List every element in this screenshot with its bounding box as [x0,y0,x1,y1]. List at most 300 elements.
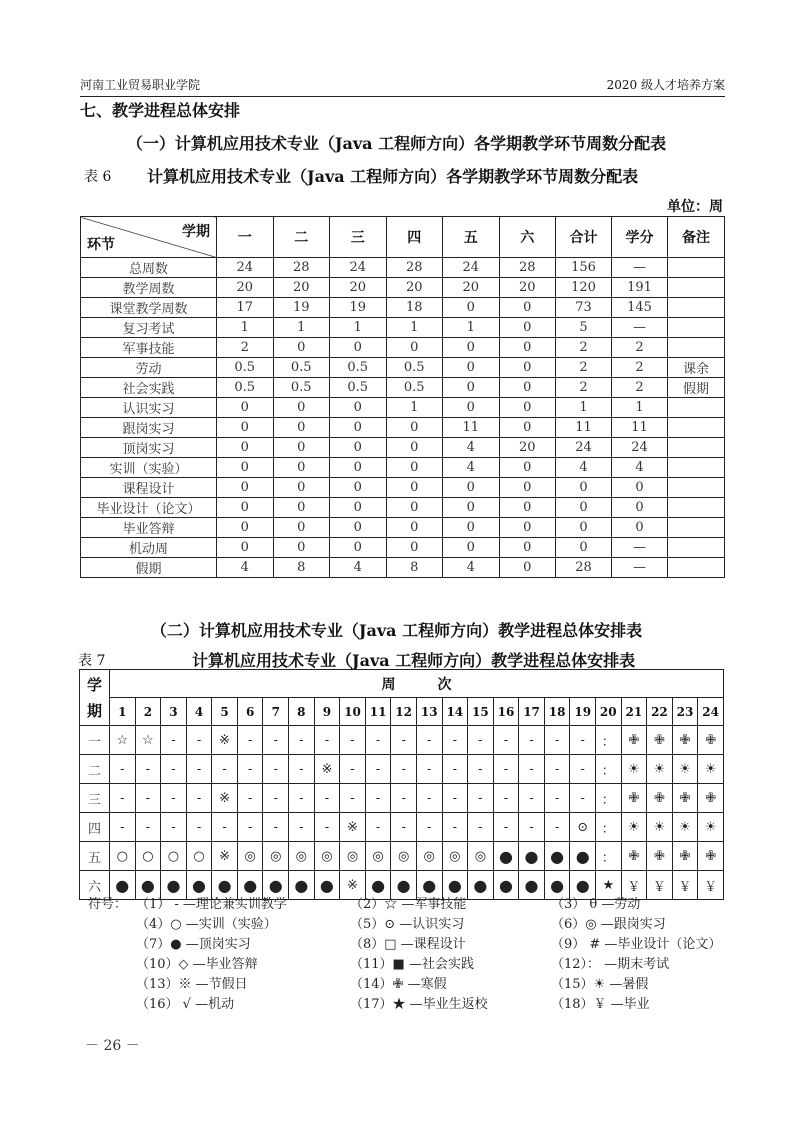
table-cell: 0 [556,498,612,518]
legend-label [88,913,136,933]
schedule-cell: - [212,813,238,842]
table-cell: 8 [273,558,330,578]
schedule-cell: - [263,784,289,813]
teaching-schedule-table [79,669,724,900]
schedule-row [80,784,724,813]
table-cell: 0 [386,498,443,518]
table-cell: 19 [330,298,387,318]
table-cell: 0 [330,498,387,518]
legend-item: （12）： —期末考试 [551,957,670,972]
week-number: 6 [237,698,263,726]
schedule-cell: - [110,755,136,784]
schedule-cell: - [365,784,391,813]
schedule-cell: ● [110,871,136,900]
schedule-cell: ： [595,842,621,871]
schedule-cell: ※ [314,755,340,784]
table-cell: 0 [386,458,443,478]
schedule-cell: - [468,813,494,842]
table-cell: 0 [499,538,556,558]
table-cell [668,418,725,438]
table-cell [668,398,725,418]
table-cell [668,478,725,498]
schedule-cell: ● [570,842,596,871]
table-cell: 0 [330,438,387,458]
table-cell: 0 [443,498,500,518]
table-cell: 4 [612,458,668,478]
table-cell: 28 [386,258,443,278]
schedule-cell: ● [186,871,212,900]
schedule-cell: ☀ [621,755,647,784]
schedule-cell: ※ [212,842,238,871]
subsection-title-1: （一）计算机应用技术专业（Java 工程师方向）各学期教学环节周数分配表 [126,134,667,153]
table-cell: 20 [443,278,500,298]
table7-label: 表 7 [78,653,106,669]
table-cell: 0.5 [273,378,330,398]
schedule-cell: - [468,726,494,755]
schedule-cell: - [365,726,391,755]
schedule-cell: ☆ [110,726,136,755]
table-cell: — [612,258,668,278]
table-cell: 0 [556,478,612,498]
schedule-cell: - [110,813,136,842]
schedule-cell: ☀ [621,813,647,842]
schedule-cell: ● [544,871,570,900]
legend-item: （7）● —顶岗实习 [136,937,251,952]
table-cell: 0 [330,458,387,478]
table-cell [668,278,725,298]
table-cell [668,258,725,278]
schedule-cell: ※ [340,871,366,900]
table-cell: 20 [217,278,274,298]
schedule-cell: - [161,813,187,842]
legend-item: （18）￥ —毕业 [551,997,650,1012]
table-cell: 0 [499,558,556,578]
schedule-cell: - [314,784,340,813]
table-cell: 0.5 [386,378,443,398]
row-label: 社会实践 [81,378,217,398]
page-number: － 26 － [85,1038,140,1054]
schedule-cell: ● [365,871,391,900]
symbol-legend [88,893,721,1013]
schedule-cell: ◎ [391,842,417,871]
table-cell: 0 [556,518,612,538]
table6-unit: 单位：周 [667,199,723,215]
schedule-cell: ￥ [621,871,647,900]
week-number: 15 [468,698,494,726]
schedule-cell: ✙ [672,726,698,755]
week-number: 17 [519,698,545,726]
legend-row [88,893,721,913]
table-cell: 1 [217,318,274,338]
schedule-cell: - [186,755,212,784]
subsection-title-2: （二）计算机应用技术专业（Java 工程师方向）教学进程总体安排表 [150,621,643,640]
table-cell: 0 [499,378,556,398]
table-cell: 28 [273,258,330,278]
week-number: 18 [544,698,570,726]
table-cell [668,538,725,558]
table-cell: 24 [330,258,387,278]
schedule-cell: - [161,755,187,784]
table-cell: 1 [273,318,330,338]
table-cell: 0 [273,458,330,478]
schedule-cell: - [416,726,442,755]
week-distribution-table [80,216,725,578]
table-cell: 0 [273,498,330,518]
schedule-cell: ◎ [314,842,340,871]
table-row [81,278,725,298]
legend-label [88,933,136,953]
row-label: 毕业答辩 [81,518,217,538]
column-header: 四 [386,217,443,258]
row-label: 认识实习 [81,398,217,418]
week-number: 8 [289,698,315,726]
schedule-cell: - [416,813,442,842]
schedule-cell: - [493,726,519,755]
week-number: 4 [186,698,212,726]
row-label: 复习考试 [81,318,217,338]
table-cell: 0 [612,478,668,498]
schedule-cell: ◎ [289,842,315,871]
table-row [81,258,725,278]
schedule-row [80,813,724,842]
table-row [81,498,725,518]
week-header: 周 次 [110,670,724,698]
legend-label [88,993,136,1013]
schedule-cell: ● [442,871,468,900]
row-label: 机动周 [81,538,217,558]
row-label: 军事技能 [81,338,217,358]
table-cell: 0 [499,418,556,438]
table-row [81,418,725,438]
table-cell: 0 [386,478,443,498]
table-cell: 1 [556,398,612,418]
page-header [80,76,725,97]
table-cell: 0 [330,478,387,498]
corner-bottom: 期 [86,701,102,720]
table-cell: 20 [273,278,330,298]
schedule-cell: ☆ [135,726,161,755]
table-cell: 2 [612,338,668,358]
schedule-cell: ✙ [621,842,647,871]
schedule-cell: - [237,755,263,784]
table-cell: 1 [386,318,443,338]
legend-item: （2）☆ —军事技能 [350,897,467,912]
table-cell: 0 [612,498,668,518]
table-cell: 2 [612,378,668,398]
schedule-cell: - [519,813,545,842]
schedule-cell: ✙ [647,842,673,871]
schedule-row [80,726,724,755]
table-cell: 0 [330,418,387,438]
week-number: 19 [570,698,596,726]
week-number: 11 [365,698,391,726]
table-row [81,398,725,418]
table-cell: 0 [443,398,500,418]
table-cell: 0 [386,338,443,358]
table-cell: 2 [612,358,668,378]
legend-row [88,973,721,993]
week-number: 1 [110,698,136,726]
table-cell: 0 [443,338,500,358]
table-cell: 0 [217,438,274,458]
legend-row [88,913,721,933]
column-header: 备注 [668,217,725,258]
schedule-cell: ☀ [672,813,698,842]
table-row [81,358,725,378]
table-cell: 0 [217,458,274,478]
schedule-cell: - [544,813,570,842]
schedule-cell: - [493,755,519,784]
table-cell: 24 [556,438,612,458]
schedule-cell: - [314,813,340,842]
legend-item: （14）✙ —寒假 [350,977,447,992]
table-cell: 0 [499,518,556,538]
table-cell: 0 [217,418,274,438]
schedule-cell: - [442,813,468,842]
schedule-cell: ： [595,784,621,813]
table-cell: 0 [273,338,330,358]
schedule-cell: - [186,784,212,813]
table-cell: 24 [612,438,668,458]
table-cell: 4 [217,558,274,578]
week-number: 9 [314,698,340,726]
schedule-cell: ※ [212,784,238,813]
schedule-cell: ☀ [698,755,724,784]
row-label: 课堂教学周数 [81,298,217,318]
table-row [81,298,725,318]
legend-item: （15）☀ —暑假 [551,977,649,992]
schedule-cell: ※ [340,813,366,842]
schedule-cell: ☀ [698,813,724,842]
legend-label [88,973,136,993]
schedule-cell: ◎ [340,842,366,871]
column-header: 三 [330,217,387,258]
schedule-cell: ✙ [647,784,673,813]
schedule-cell: ● [468,871,494,900]
schedule-cell: ✙ [647,726,673,755]
schedule-row [80,842,724,871]
schedule-cell: ☀ [672,755,698,784]
week-number: 5 [212,698,238,726]
schedule-cell: - [289,726,315,755]
legend-label: 符号： [88,897,128,912]
semester-label: 三 [80,784,110,813]
schedule-cell: - [263,726,289,755]
legend-row [88,993,721,1013]
table-cell: 4 [556,458,612,478]
legend-item: （4）○ —实训（实验） [136,917,277,932]
schedule-cell: - [340,755,366,784]
table-cell: 0 [273,478,330,498]
legend-item: （10）◇ —毕业答辩 [136,957,258,972]
table-cell: 17 [217,298,274,318]
table-cell: 0 [612,518,668,538]
table-cell: 24 [217,258,274,278]
table-cell: 20 [330,278,387,298]
semester-label: 二 [80,755,110,784]
schedule-cell: ◎ [237,842,263,871]
legend-item: （1） - —理论兼实训教学 [136,897,287,912]
schedule-cell: - [212,755,238,784]
legend-item: （17）★ —毕业生返校 [350,997,488,1012]
table-cell: 20 [499,278,556,298]
table-cell: 28 [556,558,612,578]
table-cell: 0 [217,498,274,518]
schedule-cell: - [365,755,391,784]
schedule-cell: - [237,813,263,842]
schedule-cell: - [493,813,519,842]
table-cell [668,518,725,538]
table-cell: 0 [330,338,387,358]
table-cell: 0.5 [217,378,274,398]
corner-top: 学 [86,675,102,694]
table-cell: 0 [499,458,556,478]
schedule-cell: - [135,813,161,842]
schedule-cell: - [544,726,570,755]
table6-title: 计算机应用技术专业（Java 工程师方向）各学期教学环节周数分配表 [147,167,639,186]
row-label: 假期 [81,558,217,578]
table-cell [668,438,725,458]
schedule-cell: ✙ [698,784,724,813]
table-cell: 0 [499,358,556,378]
table-row [81,338,725,358]
table-cell: 0 [273,398,330,418]
schedule-cell: - [263,755,289,784]
table-cell: 11 [556,418,612,438]
table-cell [668,458,725,478]
schedule-cell: ◎ [416,842,442,871]
table-cell: 0 [499,498,556,518]
week-number: 16 [493,698,519,726]
table-cell: 28 [499,258,556,278]
table-cell: 假期 [668,378,725,398]
schedule-cell: ： [595,813,621,842]
table-cell: 0.5 [330,378,387,398]
table-cell: 2 [556,338,612,358]
table-cell: 191 [612,278,668,298]
schedule-cell: - [519,755,545,784]
row-label: 毕业设计（论文） [81,498,217,518]
schedule-cell: ● [237,871,263,900]
legend-row [88,933,721,953]
schedule-row [80,755,724,784]
table-cell: 0 [217,478,274,498]
table-cell [668,338,725,358]
schedule-cell: - [289,784,315,813]
table-cell [668,318,725,338]
table-cell: 4 [443,438,500,458]
schedule-cell: ● [263,871,289,900]
section-title: 七、教学进程总体安排 [80,101,241,120]
table-cell: 0 [273,518,330,538]
week-number: 12 [391,698,417,726]
table-row [81,378,725,398]
semester-corner [80,670,110,726]
schedule-cell: - [161,784,187,813]
table-cell: 19 [273,298,330,318]
schedule-cell: - [237,784,263,813]
schedule-cell: - [570,726,596,755]
schedule-cell: ⊙ [570,813,596,842]
table-cell: 课余 [668,358,725,378]
week-number: 3 [161,698,187,726]
schedule-cell: ● [289,871,315,900]
table-cell: 0 [443,378,500,398]
schedule-cell: - [442,755,468,784]
schedule-cell: ✙ [698,726,724,755]
schedule-cell: ● [570,871,596,900]
table-cell: 0 [330,518,387,538]
schedule-cell: - [340,726,366,755]
schedule-cell: ✙ [672,842,698,871]
table-cell: 0.5 [217,358,274,378]
semester-label: 五 [80,842,110,871]
table-cell: 0 [443,538,500,558]
schedule-cell: - [416,784,442,813]
table-cell: 120 [556,278,612,298]
table-cell: 4 [330,558,387,578]
table-cell: 0 [330,398,387,418]
row-label: 跟岗实习 [81,418,217,438]
schedule-cell: - [391,755,417,784]
column-header: 学分 [612,217,668,258]
column-header: 二 [273,217,330,258]
table-cell: 2 [556,378,612,398]
table-cell: 0 [217,538,274,558]
schedule-cell: - [365,813,391,842]
table-row [81,458,725,478]
table-row [81,538,725,558]
schedule-cell: ● [391,871,417,900]
schedule-cell: - [391,813,417,842]
table-cell: 24 [443,258,500,278]
schedule-cell: ※ [212,726,238,755]
row-label: 教学周数 [81,278,217,298]
table-cell: 4 [443,558,500,578]
week-number: 10 [340,698,366,726]
schedule-cell: ◎ [468,842,494,871]
schedule-cell: ★ [595,871,621,900]
week-number: 24 [698,698,724,726]
schedule-cell: ￥ [647,871,673,900]
table-cell: 0 [499,298,556,318]
schedule-cell: ◎ [442,842,468,871]
table-cell: 2 [556,358,612,378]
schedule-cell: - [340,784,366,813]
table-cell: 0 [499,478,556,498]
table-cell: 0 [499,318,556,338]
schedule-cell: ☀ [647,813,673,842]
semester-label: 六 [80,871,110,900]
table-cell: 0.5 [386,358,443,378]
table-cell: 0 [443,358,500,378]
schedule-cell: - [237,726,263,755]
week-number: 22 [647,698,673,726]
table-cell: 0 [499,338,556,358]
table-cell [668,298,725,318]
schedule-cell: - [493,784,519,813]
week-number: 7 [263,698,289,726]
table-cell: 2 [217,338,274,358]
column-header: 六 [499,217,556,258]
legend-label [88,953,136,973]
row-label: 总周数 [81,258,217,278]
table-row [81,558,725,578]
semester-label: 四 [80,813,110,842]
schedule-cell: ○ [161,842,187,871]
table6-label: 表 6 [84,169,112,185]
header-school: 河南工业贸易职业学院 [80,78,201,92]
